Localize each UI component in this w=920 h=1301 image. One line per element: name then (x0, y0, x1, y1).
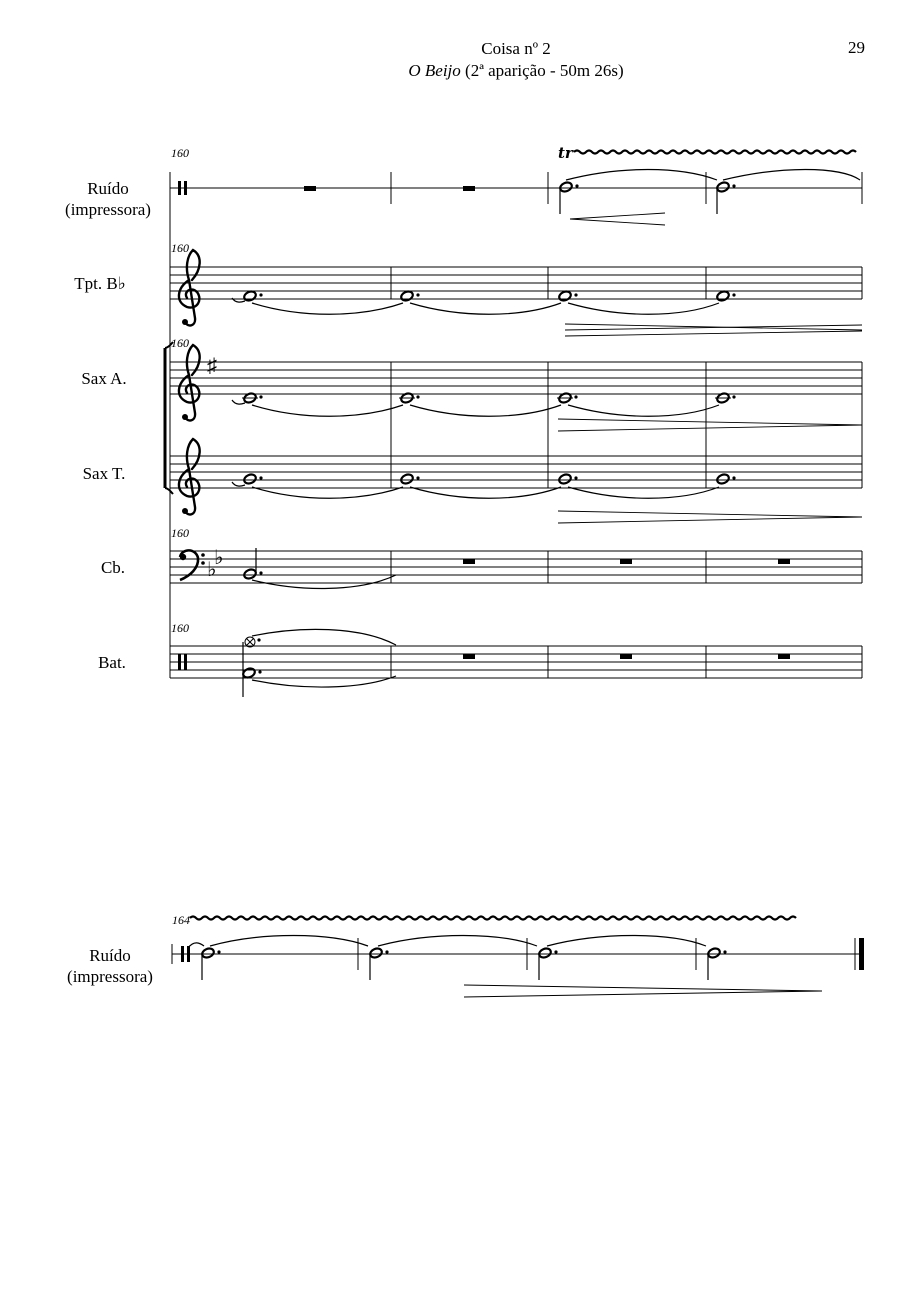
whole-rest (778, 559, 790, 564)
whole-rest (620, 559, 632, 564)
whole-rest (463, 654, 475, 659)
half-note (538, 947, 552, 959)
flat-key-signature: ♭ (214, 547, 224, 569)
final-barline (859, 938, 864, 970)
treble-clef (179, 250, 200, 325)
half-note (707, 947, 721, 959)
staff-tenor-sax (170, 439, 862, 523)
instrument-label-drums: Bat. (98, 653, 126, 672)
staff-ruido (170, 144, 862, 225)
instrument-label-contrabass: Cb. (100, 558, 126, 577)
half-note (558, 473, 572, 485)
tie (566, 170, 717, 181)
trill-wavy-line (190, 917, 796, 920)
measure-number: 164 (172, 913, 190, 927)
crescendo-hairpin (570, 213, 665, 219)
percussion-clef (178, 654, 181, 670)
instrument-name: Tpt. B (74, 274, 118, 293)
appearance-info: (2ª aparição - 50m 26s) (460, 61, 624, 80)
bass-clef (180, 550, 205, 580)
flat-symbol: ♭ (117, 274, 126, 293)
tie (723, 170, 860, 181)
half-note (559, 181, 573, 193)
score-title: Coisa nº 2 (481, 39, 551, 58)
page-number: 29 (848, 38, 865, 57)
half-note (243, 568, 257, 580)
percussion-clef (178, 181, 181, 195)
half-note (369, 947, 383, 959)
half-note (243, 473, 257, 485)
half-note (558, 290, 572, 302)
diminuendo-hairpin (464, 985, 822, 991)
half-note (716, 181, 730, 193)
diminuendo-hairpin (558, 419, 862, 425)
half-note (242, 667, 256, 679)
measure-number: 160 (171, 526, 189, 540)
percussion-clef (181, 946, 184, 962)
tie (252, 575, 396, 588)
piece-name: O Beijo (408, 61, 461, 80)
instrument-label-alto-sax: Sax A. (81, 369, 127, 388)
measure-number: 160 (171, 336, 189, 350)
half-note (400, 473, 414, 485)
staff-contrabass (170, 547, 862, 588)
staff-ruido-system2 (172, 917, 864, 998)
instrument-name: Ruído (87, 179, 129, 198)
trill-mark: tr (558, 144, 573, 162)
half-note (716, 290, 730, 302)
instrument-subname: (impressora) (65, 200, 151, 219)
instrument-name: Ruído (89, 946, 131, 965)
whole-rest (778, 654, 790, 659)
half-note (400, 290, 414, 302)
half-note (716, 473, 730, 485)
treble-clef (179, 439, 200, 514)
half-note (243, 290, 257, 302)
diminuendo-hairpin (558, 511, 862, 517)
whole-rest (463, 186, 475, 191)
instrument-subname: (impressora) (67, 967, 153, 986)
treble-clef (179, 345, 200, 420)
sharp-key-signature: ♯ (207, 355, 217, 377)
measure-number: 160 (171, 241, 189, 255)
half-note (201, 947, 215, 959)
staff-trumpet (170, 250, 862, 336)
whole-rest (304, 186, 316, 191)
measure-number: 160 (171, 146, 189, 160)
tie (252, 629, 396, 645)
staff-alto-sax (170, 345, 862, 488)
trill-wavy-line (574, 151, 856, 154)
svg-text:♭: ♭ (207, 559, 217, 581)
whole-rest (463, 559, 475, 564)
staff-drums (170, 629, 862, 697)
measure-number: 160 (171, 621, 189, 635)
whole-rest (620, 654, 632, 659)
instrument-label-tenor-sax: Sax T. (82, 464, 126, 483)
